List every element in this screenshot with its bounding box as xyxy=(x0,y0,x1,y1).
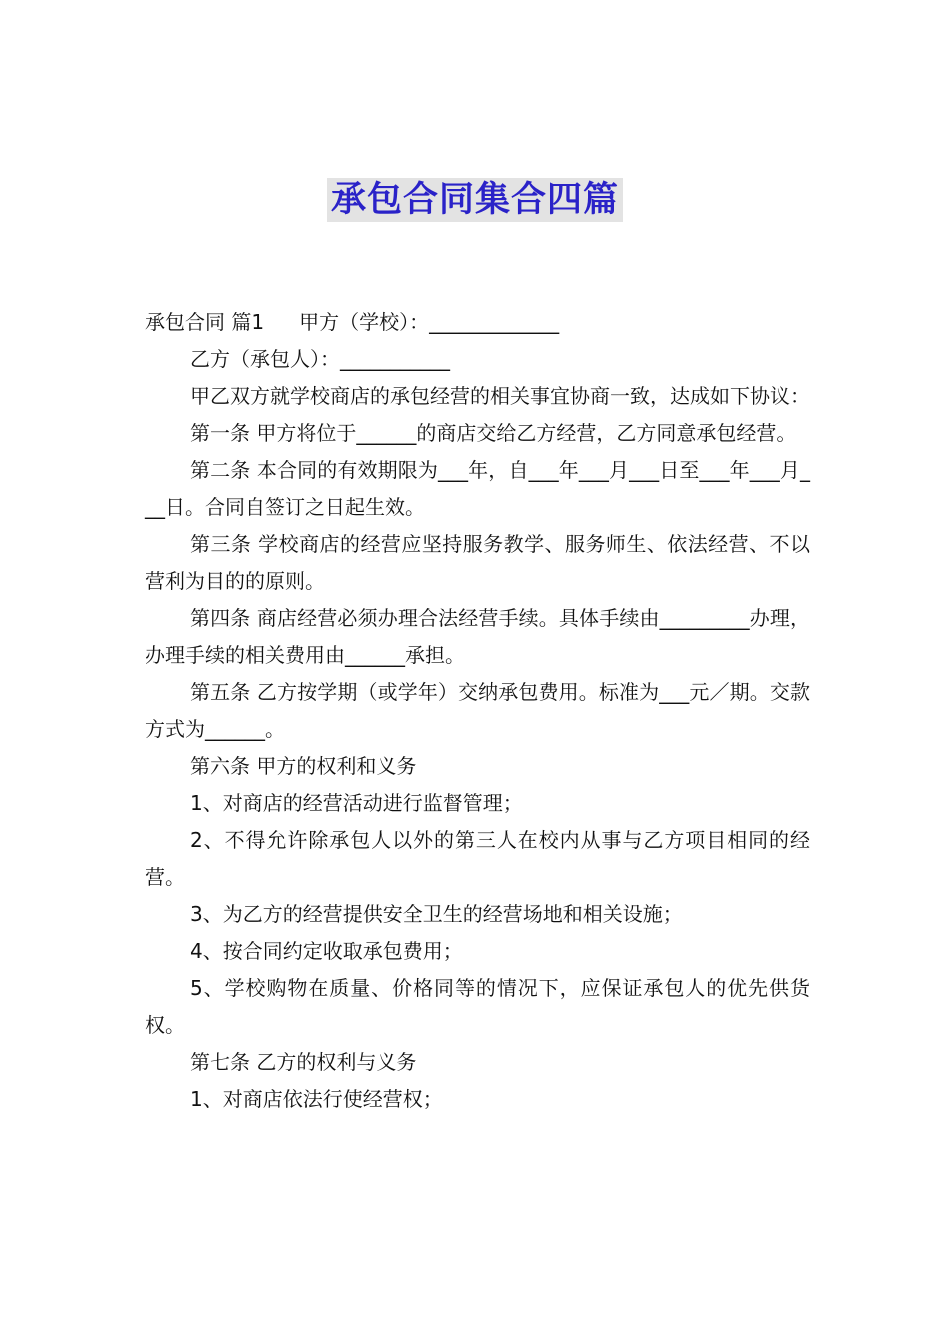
article-7-item-1: 1、对商店依法行使经营权； xyxy=(190,1087,443,1111)
document-body xyxy=(145,304,810,1118)
article-7-heading: 第七条 乙方的权利与义务 xyxy=(190,1050,417,1074)
contract-label: 承包合同 篇1 xyxy=(145,310,265,334)
article-6-item-3: 3、为乙方的经营提供安全卫生的经营场地和相关设施； xyxy=(190,902,683,926)
article-5: 第五条 乙方按学期（或学年）交纳承包费用。标准为___元／期。交款方式为______。 xyxy=(145,680,810,741)
article-6-item-5: 5、学校购物在质量、价格同等的情况下，应保证承包人的优先供货权。 xyxy=(145,976,810,1037)
article-3: 第三条 学校商店的经营应坚持服务教学、服务师生、依法经营、不以营利为目的的原则。 xyxy=(145,532,810,593)
article-2: 第二条 本合同的有效期限为___年，自___年___月___日至___年___月___日。合同自签订之日起生效。 xyxy=(145,458,810,519)
party-b-line: 乙方（承包人）：___________ xyxy=(190,347,450,371)
article-4: 第四条 商店经营必须办理合法经营手续。具体手续由_________办理，办理手续的相关费用由______承担。 xyxy=(145,606,810,667)
title-container xyxy=(0,178,950,222)
article-6-heading: 第六条 甲方的权利和义务 xyxy=(190,754,417,778)
intro-paragraph: 甲乙双方就学校商店的承包经营的相关事宜协商一致，达成如下协议： xyxy=(190,384,810,408)
party-a-line: 甲方（学校）：_____________ xyxy=(299,310,560,334)
article-6-item-1: 1、对商店的经营活动进行监督管理； xyxy=(190,791,523,815)
article-6-item-4: 4、按合同约定收取承包费用； xyxy=(190,939,463,963)
contract-heading-line xyxy=(145,304,810,341)
article-1: 第一条 甲方将位于______的商店交给乙方经营，乙方同意承包经营。 xyxy=(190,421,797,445)
document-title: 承包合同集合四篇 xyxy=(327,178,623,222)
article-6-item-2: 2、不得允许除承包人以外的第三人在校内从事与乙方项目相同的经营。 xyxy=(145,828,810,889)
